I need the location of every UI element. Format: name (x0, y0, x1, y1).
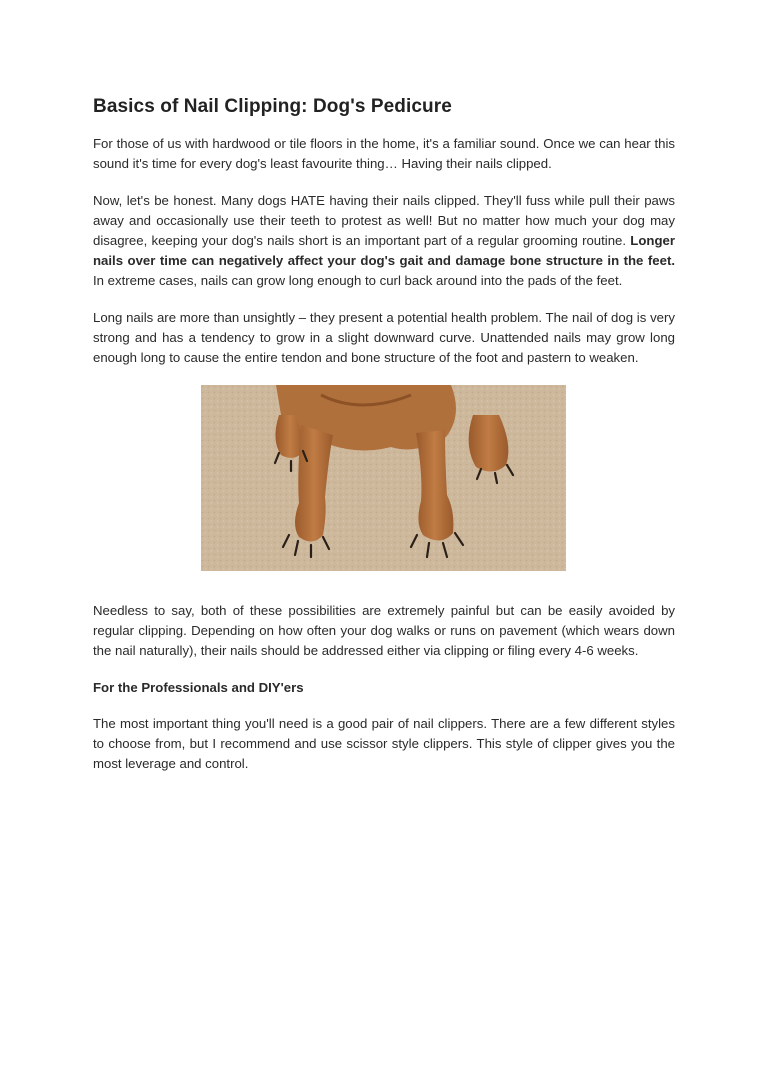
paragraph-honest (93, 191, 675, 291)
subheading-professionals: For the Professionals and DIY'ers (93, 680, 304, 695)
paragraph-honest-end: In extreme cases, nails can grow long enough to curl back around into the pads of the feet. (93, 273, 623, 288)
paragraph-clippers: The most important thing you'll need is a good pair of nail clippers. There are a few different styles to choose from, but I recommend and use scissor style clippers. This style of clipper gives you the most leverage and control. (93, 716, 675, 771)
page-title: Basics of Nail Clipping: Dog's Pedicure (93, 96, 452, 117)
paragraph-honest-bold: Longer nails over time can negatively affect your dog's gait and damage bone structure in the feet. (93, 233, 675, 268)
dog-paws-photo (201, 385, 566, 571)
paragraph-painful: Needless to say, both of these possibilities are extremely painful but can be easily avoided by regular clipping. Depending on how often your dog walks or runs on pavement (which wears down the nail naturally), their nails should be addressed either via clipping or filing every 4-6 weeks. (93, 603, 675, 658)
paragraph-honest-start: Now, let's be honest. Many dogs HATE having their nails clipped. They'll fuss while pull their paws away and occasionally use their teeth to protest as well! But no matter how much your dog may disagree, keeping your dog's nails short is an important part of a regular grooming routine. (93, 193, 675, 248)
document-page (93, 96, 675, 791)
paragraph-health: Long nails are more than unsightly – they present a potential health problem. The nail of dog is very strong and has a tendency to grow in a slight downward curve. Unattended nails may grow long enough long to cause the entire tendon and bone structure of the foot and pastern to weaken. (93, 310, 675, 365)
paragraph-intro: For those of us with hardwood or tile floors in the home, it's a familiar sound. Once we can hear this sound it's time for every dog's least favourite thing… Having their nails clipped. (93, 136, 675, 171)
rear-paw-right (469, 415, 509, 472)
